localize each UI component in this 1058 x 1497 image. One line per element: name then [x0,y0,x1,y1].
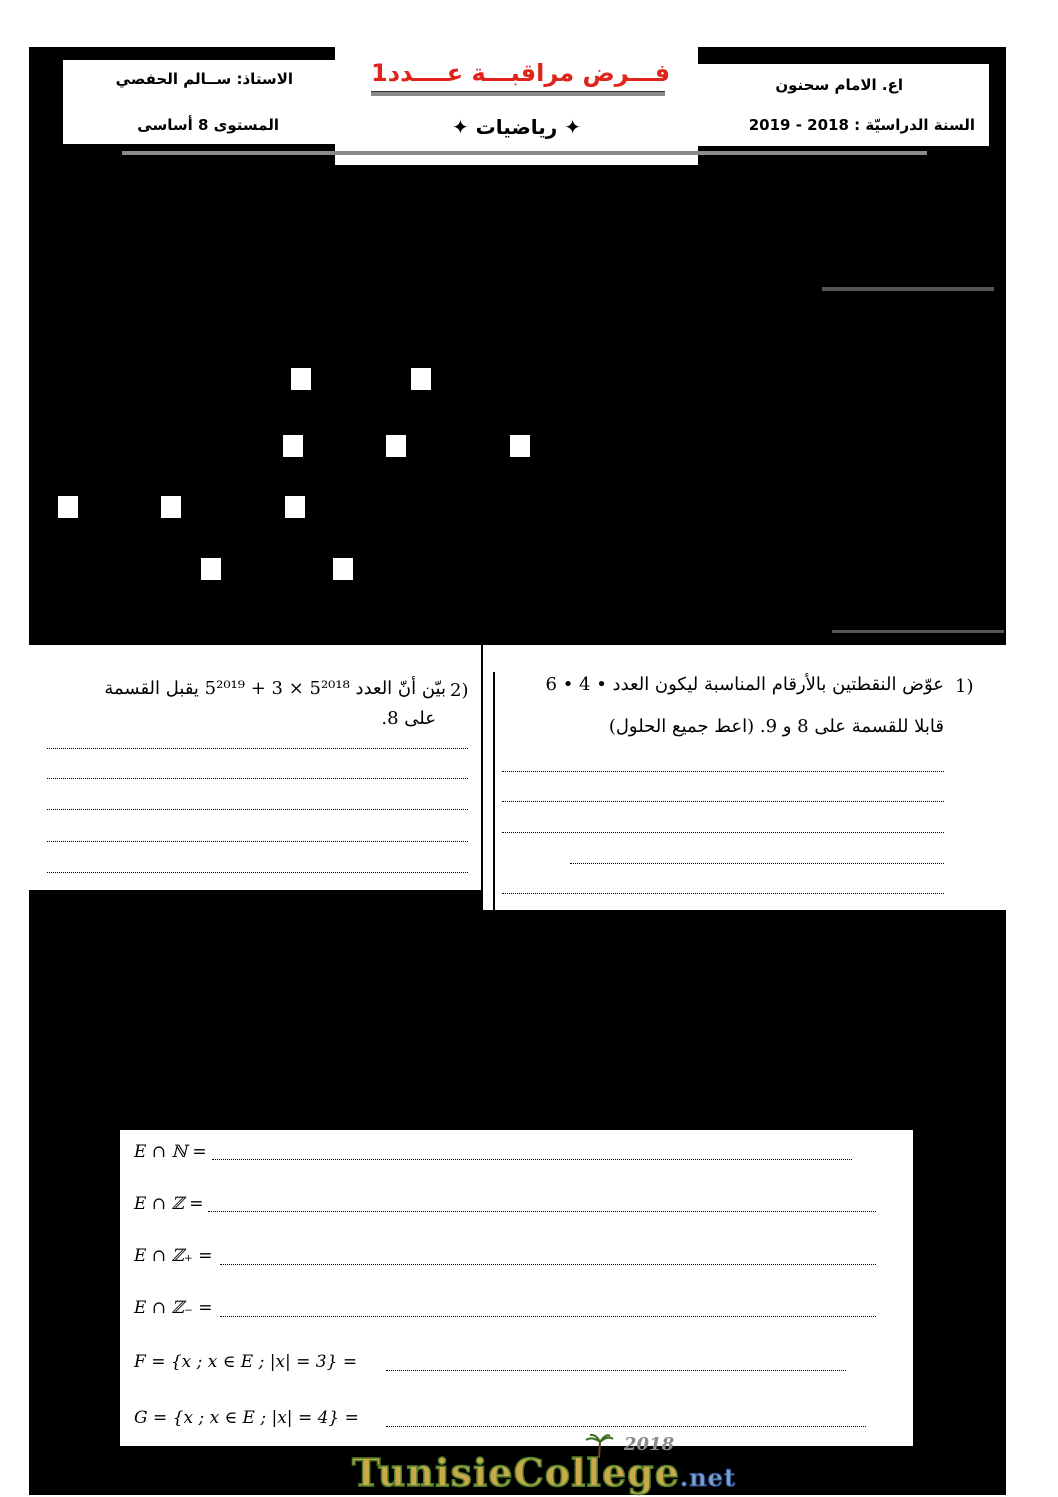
watermark-text: TunisieCollege.net [352,1450,737,1495]
header-right-box [698,64,989,146]
school-name: اع. الامام سحنون [775,76,903,94]
class-level: المستوى 8 أساسى [137,116,279,134]
set-row-label: F = {x ; x ∈ E ; |x| = 3} = [134,1352,358,1372]
answer-line [502,770,944,772]
answer-line [208,1210,876,1212]
watermark-logo [352,1434,737,1496]
pyramid-box [201,558,221,580]
pyramid-box [386,435,406,457]
subject-label: ✦ رياضيات ✦ [451,115,582,139]
header-bottom-rule [122,151,927,155]
school-year: السنة الدراسيّة : 2018 - 2019 [748,116,975,134]
exam-title: فـــرض مراقبـــة عــــدد1 [371,59,671,87]
answer-line [502,892,944,894]
answer-line [502,800,944,802]
set-row-label: E ∩ ℕ = [134,1142,207,1162]
rule-top-right [822,287,994,291]
pyramid-box [161,496,181,518]
redacted-block-top [29,165,1006,645]
answer-line [47,871,468,873]
teacher-name: الاستاذ: ســالم الحفصي [115,70,293,88]
pyramid-box [291,368,311,390]
pyramid-box [333,558,353,580]
answer-line [220,1315,876,1317]
answer-line [47,808,468,810]
q2-line2: على 8. [381,708,436,729]
rule-bottom-right [832,630,1004,633]
answer-line [386,1425,866,1427]
pyramid-box [510,435,530,457]
set-row-label: E ∩ ℤ₋ = [134,1298,213,1318]
question-divider-inner [493,672,495,910]
q2-line1: بيّن أنّ العدد 5²⁰¹⁸ × 3 + 5²⁰¹⁹ يقبل القسمة [104,678,446,699]
answer-line [570,862,944,864]
answer-line [502,831,944,833]
answer-line [220,1263,876,1265]
set-row-label: E ∩ ℤ = [134,1194,204,1214]
title-underline [371,91,665,96]
pyramid-box [285,496,305,518]
question-divider [481,640,483,912]
header-center-box [335,47,698,165]
answer-line [212,1158,852,1160]
set-row-label: G = {x ; x ∈ E ; |x| = 4} = [134,1408,359,1428]
answer-line [47,777,468,779]
header-left-box [63,60,335,144]
answer-line [386,1369,846,1371]
q1-line2: قابلا للقسمة على 8 و 9. (اعط جميع الحلول) [608,716,944,737]
q2-number: 2) [450,680,469,701]
pyramid-box [58,496,78,518]
sets-answer-box [120,1130,913,1446]
set-row-label: E ∩ ℤ₊ = [134,1246,213,1266]
pyramid-box [283,435,303,457]
watermark-year: 2018 [624,1434,675,1455]
pyramid-box [411,368,431,390]
q1-line1: عوّض النقطتين بالأرقام المناسبة ليكون العدد • 4 • 6 [545,674,944,695]
q1-number: 1) [955,676,974,697]
answer-line [47,840,468,842]
answer-line [47,747,468,749]
